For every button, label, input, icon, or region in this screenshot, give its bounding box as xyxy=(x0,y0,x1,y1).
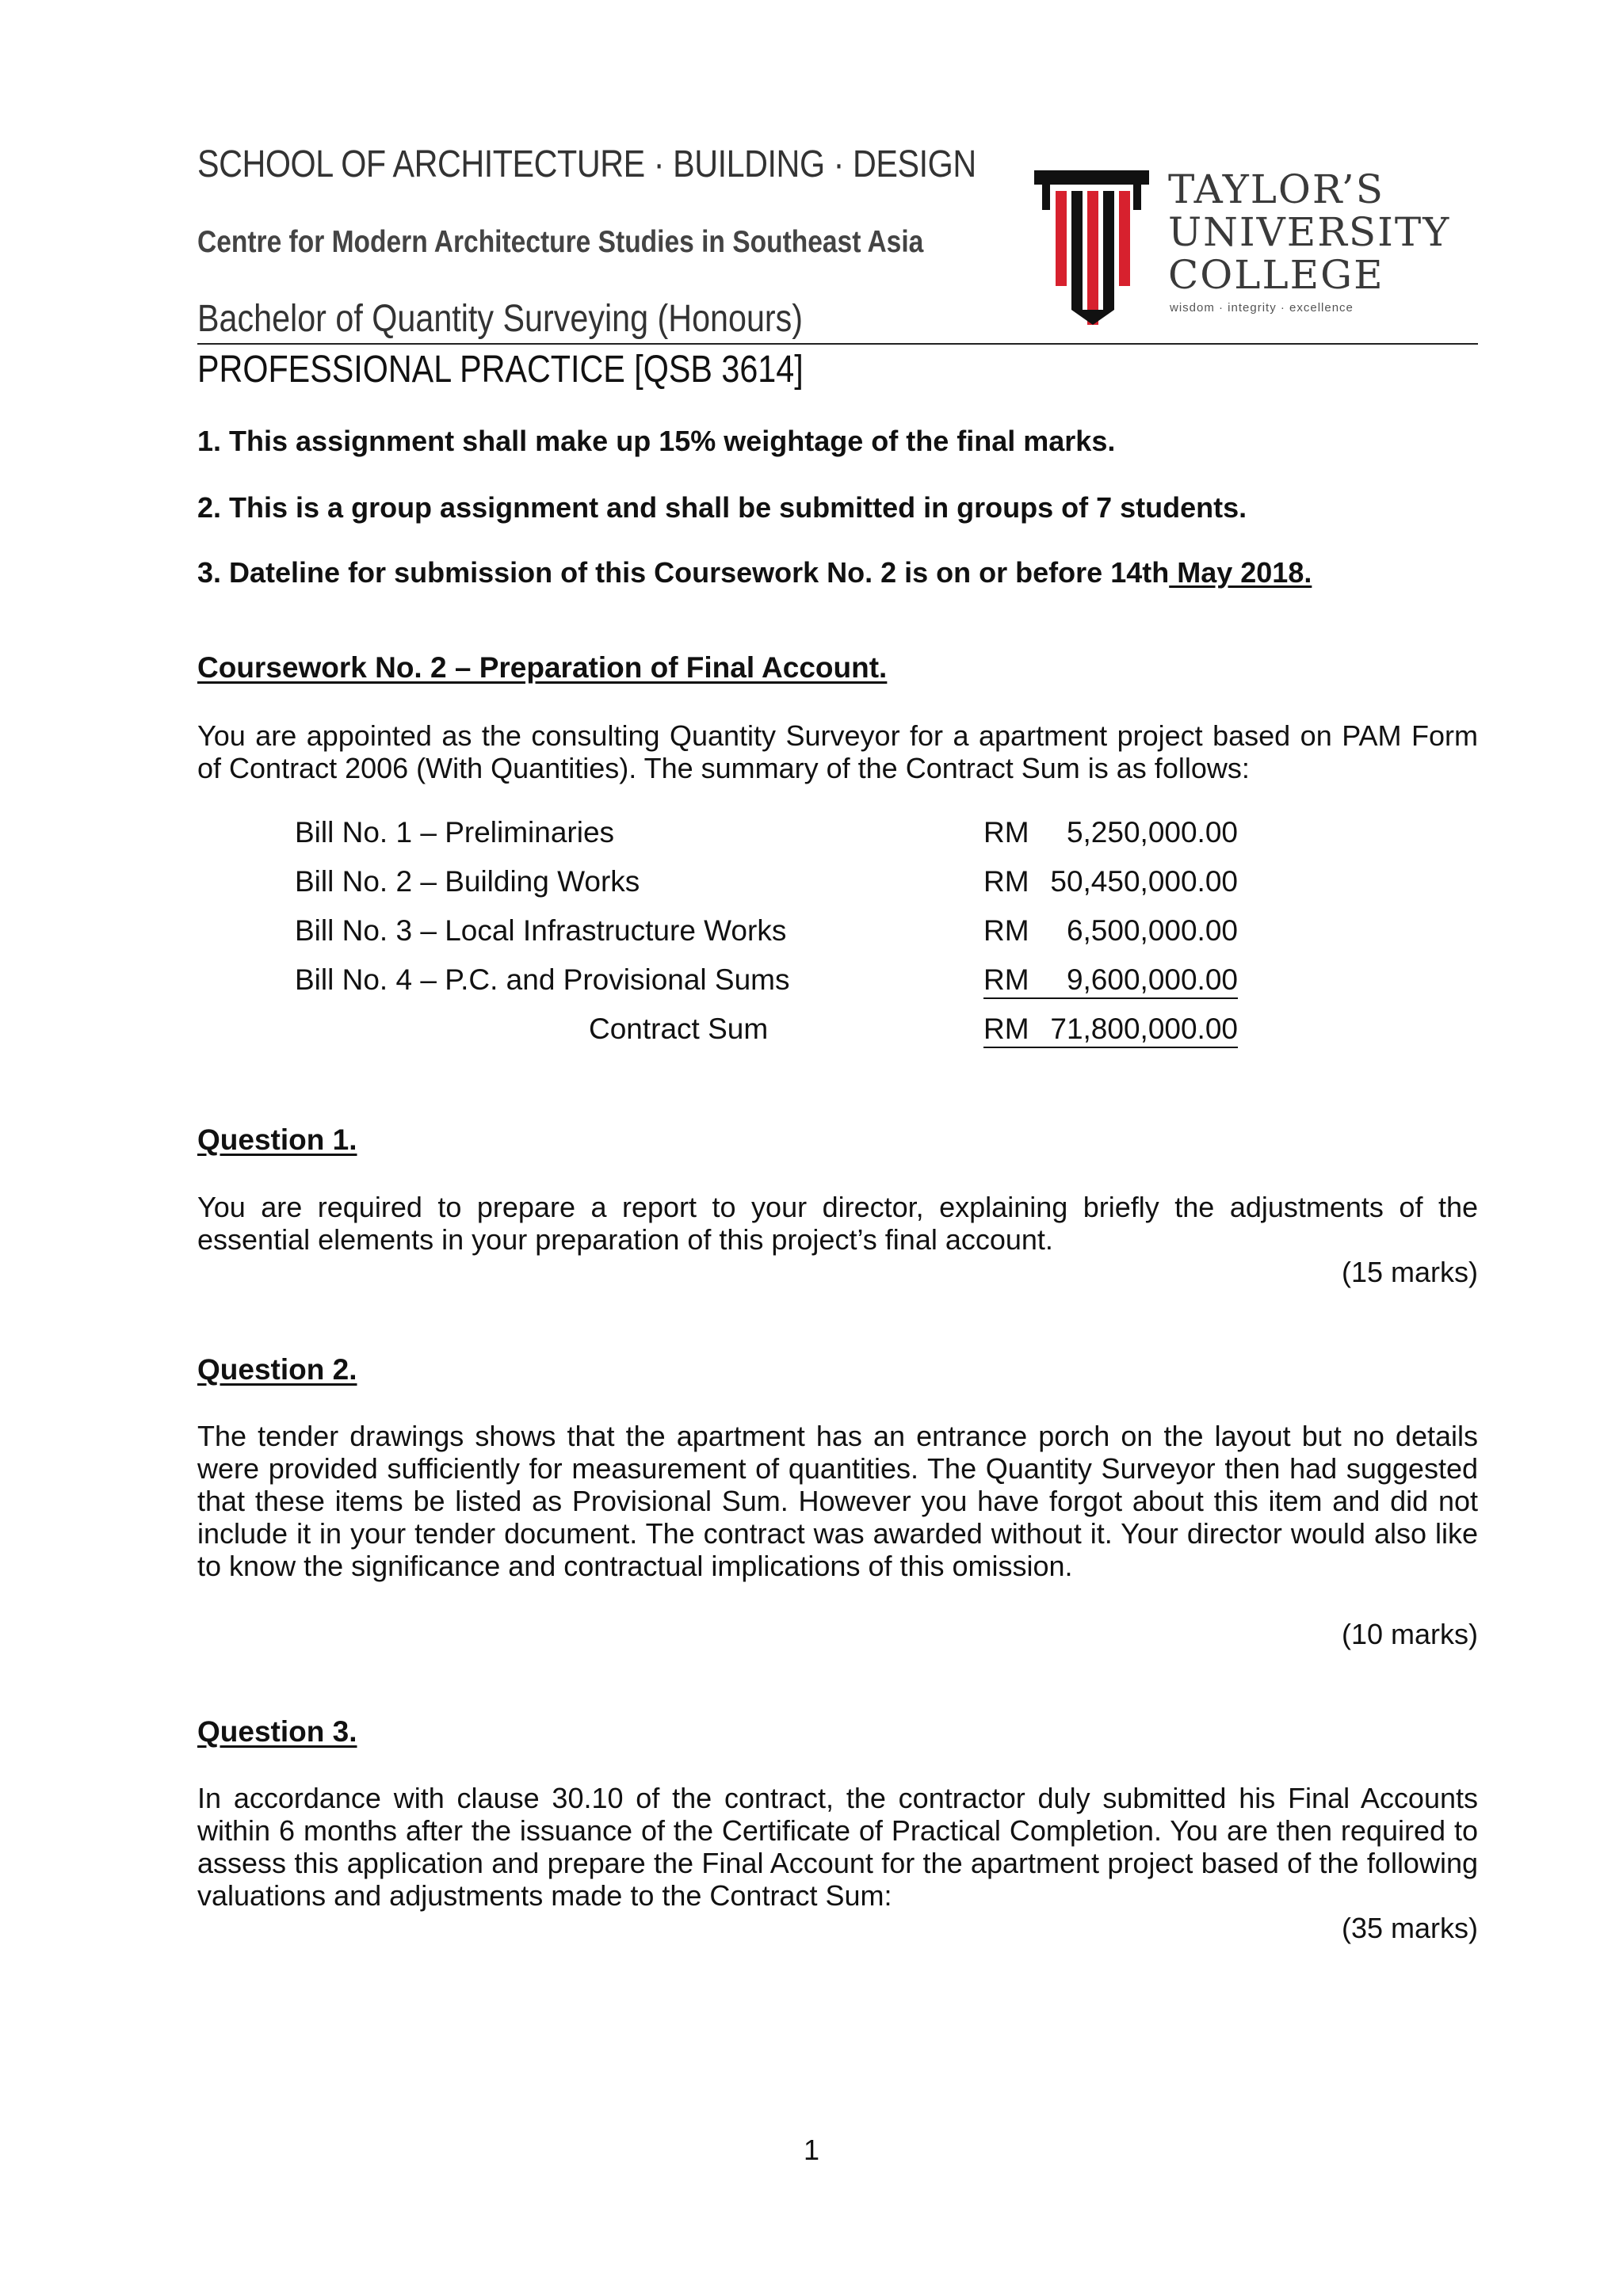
logo-motto: wisdom · integrity · excellence xyxy=(1170,301,1354,315)
question-3-title: Question 3. xyxy=(197,1715,357,1748)
bill-currency: RM xyxy=(983,914,1029,947)
submission-date: May 2018. xyxy=(1169,556,1312,589)
bill-amount: 5,250,000.00 xyxy=(1066,816,1238,849)
bill-currency: RM xyxy=(983,963,1029,996)
bill-amount: 9,600,000.00 xyxy=(1066,963,1238,996)
question-3-marks: (35 marks) xyxy=(1341,1912,1478,1944)
question-1-title: Question 1. xyxy=(197,1123,357,1156)
instruction-3: 3. Dateline for submission of this Coursework No. 2 is on or before 14th May 2018. xyxy=(197,556,1312,589)
contract-sum-amount: 71,800,000.00 xyxy=(1050,1013,1238,1045)
instruction-1: 1. This assignment shall make up 15% weightage of the final marks. xyxy=(197,425,1116,457)
total-underline xyxy=(983,1047,1238,1048)
contract-sum-currency: RM xyxy=(983,1013,1029,1045)
instruction-2: 2. This is a group assignment and shall be submitted in groups of 7 students. xyxy=(197,491,1247,524)
question-2-marks: (10 marks) xyxy=(1341,1618,1478,1650)
bill-label: Bill No. 4 – P.C. and Provisional Sums xyxy=(295,963,790,996)
question-2-text: The tender drawings shows that the apartment has an entrance porch on the layout but no details were provided sufficiently for measurement of quantities. The Quantity Surveyor then had suggested that these items be listed as Provisional Sum. However you have forgot about this item and did not include it in your tender document. The contract was awarded without it. Your director would also like to know the significance and contractual implications of this omission. xyxy=(197,1420,1478,1582)
subtotal-underline xyxy=(983,997,1238,999)
bill-label: Bill No. 2 – Building Works xyxy=(295,865,640,898)
programme-name: Bachelor of Quantity Surveying (Honours) xyxy=(197,298,804,340)
bill-currency: RM xyxy=(983,816,1029,849)
question-1-marks: (15 marks) xyxy=(1341,1256,1478,1288)
header-divider xyxy=(197,343,1478,345)
page-number: 1 xyxy=(803,2134,820,2166)
logo-wordmark: TAYLOR’S UNIVERSITY COLLEGE xyxy=(1168,166,1451,298)
subject-title: PROFESSIONAL PRACTICE [QSB 3614] xyxy=(197,349,804,391)
question-3-text: In accordance with clause 30.10 of the contract, the contractor duly submitted his Final Accounts within 6 months after the issuance of the Certificate of Practical Completion. You are then required to assess this application and prepare the Final Account for the apartment project based of the following valuations and adjustments made to the Contract Sum: xyxy=(197,1782,1478,1912)
contract-sum-label: Contract Sum xyxy=(589,1013,769,1045)
coursework-intro: You are appointed as the consulting Quantity Surveyor for a apartment project based on PAM Form of Contract 2006 (With Quantities). The summary of the Contract Sum is as follows: xyxy=(197,719,1478,784)
bill-label: Bill No. 1 – Preliminaries xyxy=(295,816,615,849)
school-name: SCHOOL OF ARCHITECTURE · BUILDING · DESIGN xyxy=(197,143,976,185)
bill-currency: RM xyxy=(983,865,1029,898)
question-2-title: Question 2. xyxy=(197,1353,357,1386)
coursework-title: Coursework No. 2 – Preparation of Final Account. xyxy=(197,651,888,684)
bill-amount: 6,500,000.00 xyxy=(1066,914,1238,947)
centre-name: Centre for Modern Architecture Studies in Southeast Asia xyxy=(197,225,924,259)
question-1-text: You are required to prepare a report to your director, explaining briefly the adjustments of the essential elements in your preparation of this project’s final account. xyxy=(197,1191,1478,1256)
bill-label: Bill No. 3 – Local Infrastructure Works xyxy=(295,914,787,947)
bill-amount: 50,450,000.00 xyxy=(1050,865,1238,898)
